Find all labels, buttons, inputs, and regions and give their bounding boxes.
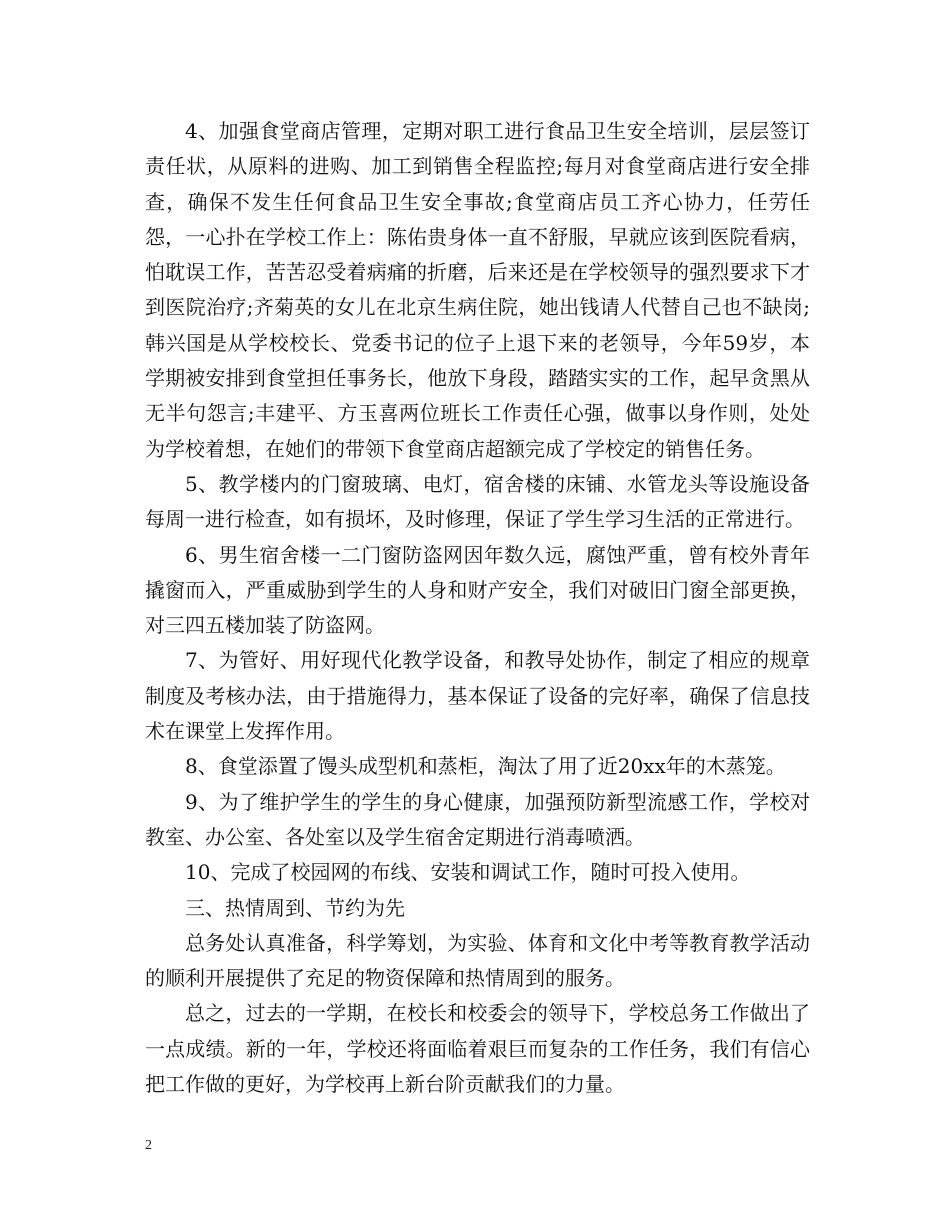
paragraph-item-9: 9、为了维护学生的学生的身心健康，加强预防新型流感工作，学校对教室、办公室、各处室以及学生宿舍定期进行消毒喷洒。 [145,789,810,849]
document-body [145,114,810,1102]
paragraph-item-6: 6、男生宿舍楼一二门窗防盗网因年数久远，腐蚀严重，曾有校外青年撬窗而入，严重威胁到学生的人身和财产安全，我们对破旧门窗全部更换，对三四五楼加装了防盗网。 [145,542,810,638]
paragraph-item-5: 5、教学楼内的门窗玻璃、电灯，宿舍楼的床铺、水管龙头等设施设备每周一进行检查，如有损坏，及时修理，保证了学生学习生活的正常进行。 [145,471,810,532]
section-heading: 三、热情周到、节约为先 [185,895,405,920]
paragraph-item-7: 7、为管好、用好现代化教学设备，和教导处协作，制定了相应的规章制度及考核办法，由于措施得力，基本保证了设备的完好率，确保了信息技术在课堂上发挥作用。 [145,648,810,744]
paragraph-conclusion: 总之，过去的一学期，在校长和校委会的领导下，学校总务工作做出了一点成绩。新的一年，学校还将面临着艰巨而复杂的工作任务，我们有信心把工作做的更好，为学校再上新台阶贡献我们的力量。 [145,1001,810,1097]
paragraph-summary: 总务处认真准备，科学筹划，为实验、体育和文化中考等教育教学活动的顺利开展提供了充足的物资保障和热情周到的服务。 [145,930,810,991]
page-number: 2 [145,1138,152,1153]
paragraph-item-10: 10、完成了校园网的布线、安装和调试工作，随时可投入使用。 [185,860,751,885]
paragraph-item-8: 8、食堂添置了馒头成型机和蒸柜，淘汰了用了近20xx年的木蒸笼。 [185,754,786,779]
paragraph-item-4: 4、加强食堂商店管理，定期对职工进行食品卫生安全培训，层层签订责任状，从原料的进购、加工到销售全程监控;每月对食堂商店进行安全排查，确保不发生任何食品卫生安全事故;食堂商店员工齐心协力，任劳任怨，一心扑在学校工作上：陈佑贵身体一直不舒服，早就应该到医院看病，怕耽误工作，苦苦忍受着病痛的折磨，后来还是在学校领导的强烈要求下才到医院治疗;齐菊英的女儿在北京生病住院，她出钱请人代替自己也不缺岗;韩兴国是从学校校长、党委书记的位子上退下来的老领导，今年59岁，本学期被安排到食堂担任事务长，他放下身段，踏踏实实的工作，起早贪黑从无半句怨言;丰建平、方玉喜两位班长工作责任心强，做事以身作则，处处为学校着想，在她们的带领下食堂商店超额完成了学校定的销售任务。 [145,119,810,461]
